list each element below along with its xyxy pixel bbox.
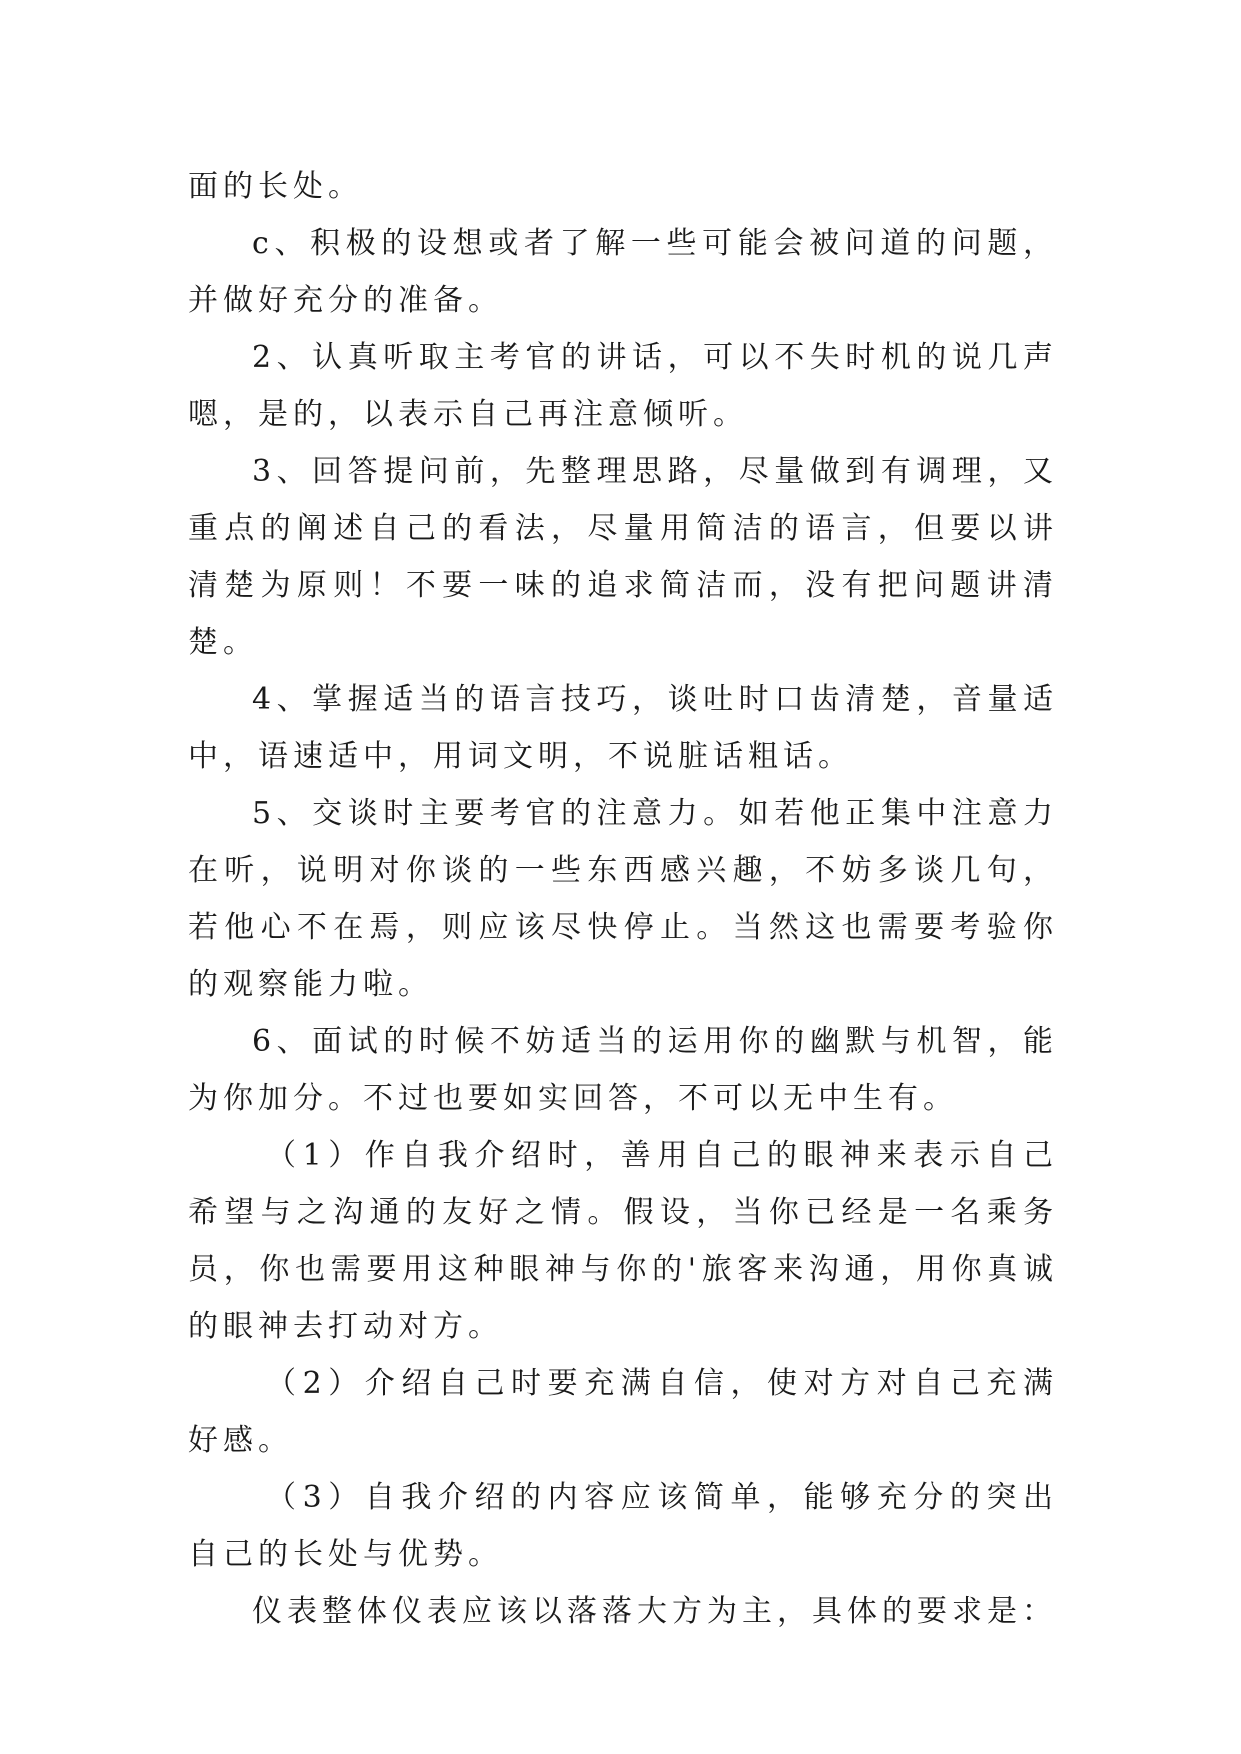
- paragraph-item-4: 4、掌握适当的语言技巧，谈吐时口齿清楚，音量适中，语速适中，用词文明，不说脏话粗话。: [188, 682, 1058, 774]
- paragraph-appearance: 仪表整体仪表应该以落落大方为主，具体的要求是：: [252, 1594, 1057, 1629]
- paragraph-subitem-2: （2）介绍自己时要充满自信，使对方对自己充满好感。: [188, 1366, 1058, 1458]
- paragraph-item-2: 2、认真听取主考官的讲话，可以不失时机的说几声嗯，是的，以表示自己再注意倾听。: [188, 340, 1058, 432]
- paragraph-item-6: 6、面试的时候不妨适当的运用你的幽默与机智，能为你加分。不过也要如实回答，不可以无中生有。: [188, 1024, 1058, 1116]
- paragraph-item-3: 3、回答提问前，先整理思路，尽量做到有调理，又重点的阐述自己的看法，尽量用简洁的语言，但要以讲清楚为原则！不要一味的追求简洁而，没有把问题讲清楚。: [188, 454, 1058, 660]
- paragraph-subitem-3: （3）自我介绍的内容应该简单，能够充分的突出自己的长处与优势。: [188, 1480, 1058, 1572]
- document-body: [188, 158, 1058, 1640]
- paragraph-item-c: c、积极的设想或者了解一些可能会被问道的问题，并做好充分的准备。: [188, 226, 1058, 318]
- paragraph-subitem-1: （1）作自我介绍时，善用自己的眼神来表示自己希望与之沟通的友好之情。假设，当你已经是一名乘务员，你也需要用这种眼神与你的'旅客来沟通，用你真诚的眼神去打动对方。: [188, 1138, 1058, 1344]
- paragraph-continuation: 面的长处。: [188, 169, 363, 204]
- paragraph-item-5: 5、交谈时主要考官的注意力。如若他正集中注意力在听，说明对你谈的一些东西感兴趣，不妨多谈几句，若他心不在焉，则应该尽快停止。当然这也需要考验你的观察能力啦。: [188, 796, 1058, 1002]
